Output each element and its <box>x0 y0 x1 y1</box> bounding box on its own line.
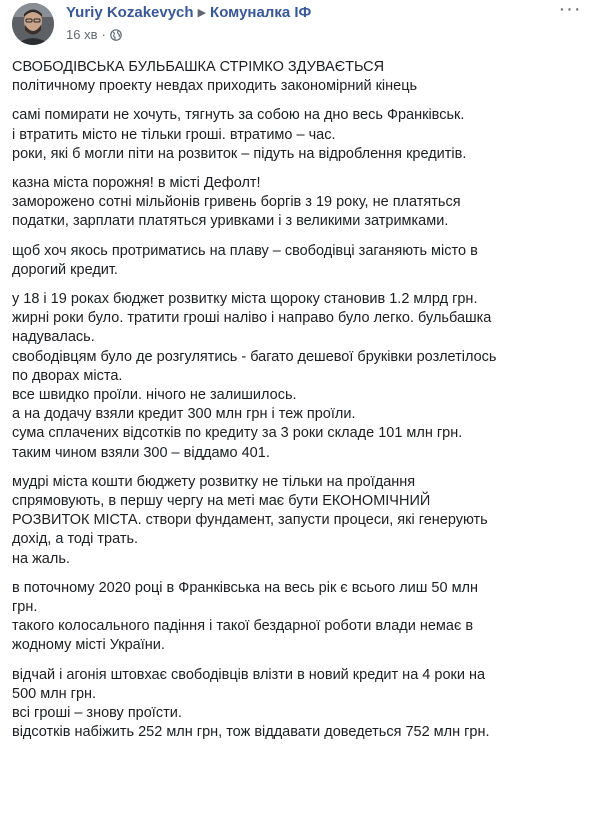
post-paragraph <box>12 58 586 96</box>
post-paragraph <box>12 290 586 463</box>
post-text-line: самі помирати не хочуть, тягнуть за собою на дно весь Франківськ. <box>12 107 465 124</box>
post-text-line: таким чином взяли 300 – віддамо 401. <box>12 444 270 461</box>
post-text-line: РОЗВИТОК МІСТА. створи фундамент, запусти процеси, які генерують <box>12 512 488 529</box>
post-text-line: мудрі міста кошти бюджету розвитку не тільки на проїдання <box>12 473 416 490</box>
post-text-line: а на додачу взяли кредит 300 млн грн і теж проїли. <box>12 406 356 423</box>
post-content <box>12 54 586 743</box>
post-header <box>12 0 586 54</box>
post-text-line: 500 млн грн. <box>12 685 97 702</box>
avatar[interactable] <box>12 3 54 45</box>
post-text-line: грн. <box>12 599 38 616</box>
triangle-right-icon: ▶ <box>197 7 207 19</box>
author-line <box>66 4 311 21</box>
post-text-line: і втратить місто не тільки гроші. втратимо – час. <box>12 126 336 143</box>
post-text-line: по дворах міста. <box>12 367 123 384</box>
post-paragraph <box>12 579 586 656</box>
post-text-line: такого колосального падіння і такої бездарної роботи влади немає в <box>12 618 474 635</box>
post-text-line: у 18 і 19 роках бюджет розвитку міста щороку становив 1.2 млрд грн. <box>12 291 478 308</box>
post-text-line: сума сплачених відсотків по кредиту за 3 роки складе 101 млн грн. <box>12 425 463 442</box>
post-text-line: надувалась. <box>12 329 95 346</box>
meta-separator: · <box>101 27 106 42</box>
avatar-photo <box>12 3 54 45</box>
post-text-line: відсотків набіжить 252 млн грн, тож віддавати доведеться 752 млн грн. <box>12 724 490 741</box>
post-paragraph <box>12 106 586 164</box>
post-text-line: дохід, а тоді трать. <box>12 531 139 548</box>
post-text-line: казна міста порожня! в місті Дефолт! <box>12 175 261 192</box>
post-paragraph <box>12 473 586 569</box>
more-options-button[interactable]: ··· <box>558 0 582 20</box>
post-meta <box>66 27 122 42</box>
post-text-line: дорогий кредит. <box>12 261 118 278</box>
post-text-line: в поточному 2020 році в Франківська на весь рік є всього лиш 50 млн <box>12 579 479 596</box>
post-paragraph <box>12 174 586 232</box>
post-text-line: заморожено сотні мільйонів гривень боргів з 19 року, не платяться <box>12 194 461 211</box>
post-text-line: жирні роки було. тратити гроші наліво і направо було легко. бульбашка <box>12 310 492 327</box>
post-text-line: все швидко проїли. нічого не залишилось. <box>12 387 297 404</box>
post-text-line: податки, зарплати платяться уривками і з великими затримками. <box>12 213 449 230</box>
author-name-link[interactable]: Yuriy Kozakevych <box>66 4 194 21</box>
post-text-line: на жаль. <box>12 550 70 567</box>
post-text-line: спрямовують, в першу чергу на меті має бути ЕКОНОМІЧНИЙ <box>12 493 431 510</box>
post-paragraph <box>12 666 586 743</box>
post-text-line: всі гроші – знову проїсти. <box>12 705 182 722</box>
post-text-line: жодному місті України. <box>12 637 165 654</box>
globe-icon[interactable] <box>110 29 122 41</box>
post-timestamp[interactable]: 16 хв <box>66 27 98 42</box>
post-text-line: СВОБОДІВСЬКА БУЛЬБАШКА СТРІМКО ЗДУВАЄТЬСЯ <box>12 59 385 75</box>
post-text-line: свободівцям було де розгулятись - багато дешевої бруківки розлетілось <box>12 348 497 365</box>
post-paragraph <box>12 242 586 280</box>
post-text-line: відчай і агонія штовхає свободівців влізти в новий кредит на 4 роки на <box>12 666 486 683</box>
group-name-link[interactable]: Комуналка ІФ <box>210 4 312 21</box>
post-text-line: роки, які б могли піти на розвиток – підуть на відроблення кредитів. <box>12 145 467 162</box>
post-text-line: політичному проекту невдах приходить закономірний кінець <box>12 78 418 95</box>
post-text-line: щоб хоч якось протриматись на плаву – свободівці заганяють місто в <box>12 242 478 259</box>
